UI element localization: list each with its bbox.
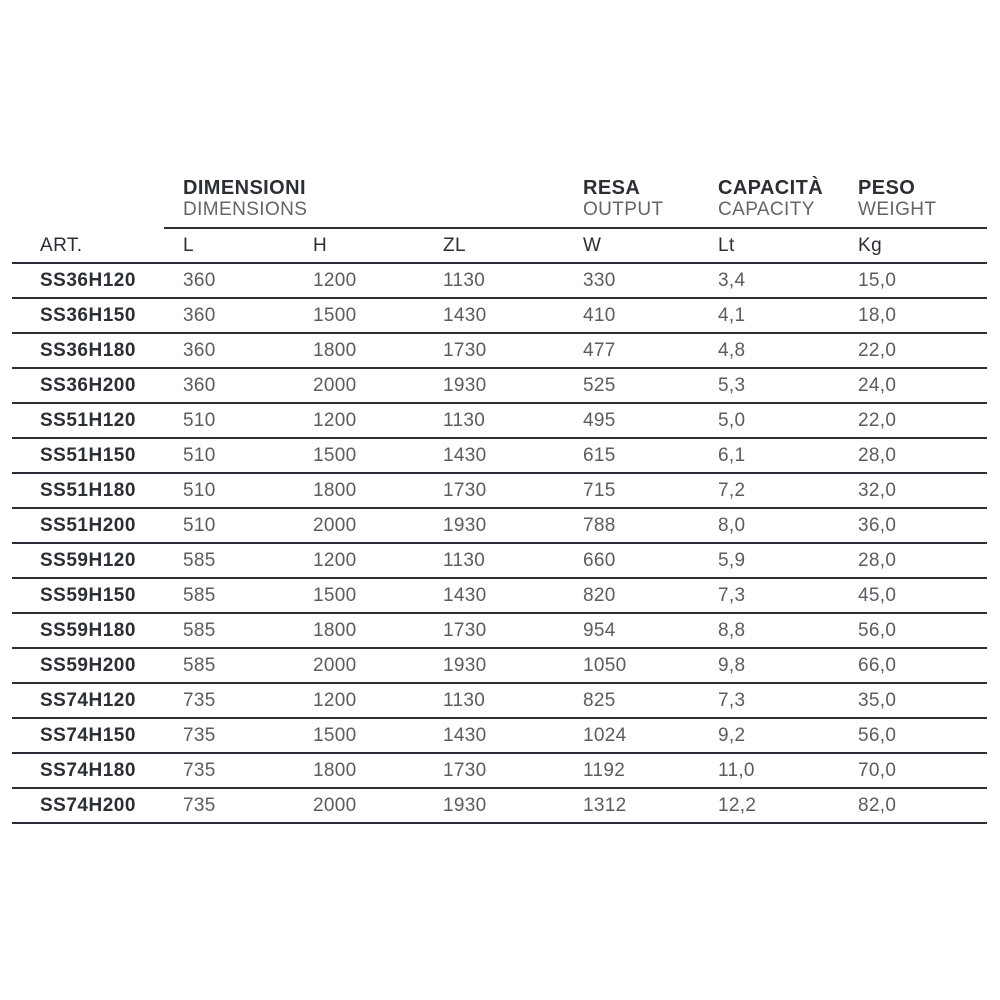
cell-value: 660 (583, 549, 616, 571)
cell-value: 70,0 (858, 759, 897, 781)
cell-value: 788 (583, 514, 616, 536)
cell-art: SS59H180 (40, 619, 136, 641)
cell-value: 477 (583, 339, 616, 361)
cell-art: SS59H150 (40, 584, 136, 606)
cell-value: 32,0 (858, 479, 897, 501)
cell-value: 330 (583, 269, 616, 291)
cell-value: 9,8 (718, 654, 746, 676)
cell-value: 22,0 (858, 409, 897, 431)
cell-value: 954 (583, 619, 616, 641)
cell-art: SS74H180 (40, 759, 136, 781)
cell-art: SS36H200 (40, 374, 136, 396)
cell-value: 7,3 (718, 584, 746, 606)
cell-value: 5,0 (718, 409, 746, 431)
cell-value: 1430 (443, 304, 487, 326)
cell-value: 1800 (313, 619, 357, 641)
column-header-lt: Lt (718, 234, 735, 256)
cell-value: 525 (583, 374, 616, 396)
cell-value: 820 (583, 584, 616, 606)
cell-value: 585 (183, 619, 216, 641)
table-row (12, 614, 987, 649)
cell-value: 1800 (313, 759, 357, 781)
cell-value: 615 (583, 444, 616, 466)
table-row (12, 544, 987, 579)
cell-art: SS36H180 (40, 339, 136, 361)
spec-table (12, 178, 987, 824)
cell-value: 1130 (443, 409, 486, 431)
group-resa-title: RESA (583, 177, 641, 199)
table-row (12, 474, 987, 509)
cell-art: SS51H200 (40, 514, 136, 536)
table-row (12, 369, 987, 404)
cell-value: 735 (183, 794, 216, 816)
cell-value: 510 (183, 409, 216, 431)
cell-value: 8,0 (718, 514, 746, 536)
cell-value: 1930 (443, 374, 487, 396)
cell-value: 66,0 (858, 654, 897, 676)
cell-value: 1930 (443, 794, 487, 816)
cell-value: 1500 (313, 444, 357, 466)
table-row (12, 404, 987, 439)
cell-art: SS74H150 (40, 724, 136, 746)
column-header-row (12, 229, 987, 264)
cell-value: 825 (583, 689, 616, 711)
table-body (12, 264, 987, 824)
cell-value: 15,0 (858, 269, 897, 291)
cell-value: 5,9 (718, 549, 746, 571)
cell-value: 585 (183, 549, 216, 571)
cell-art: SS36H120 (40, 269, 136, 291)
group-dimensioni-subtitle: DIMENSIONS (183, 198, 308, 220)
cell-value: 2000 (313, 654, 357, 676)
cell-value: 735 (183, 689, 216, 711)
table-row (12, 579, 987, 614)
cell-value: 1192 (583, 759, 626, 781)
table-row (12, 509, 987, 544)
table-row (12, 334, 987, 369)
cell-value: 4,1 (718, 304, 746, 326)
table-row (12, 684, 987, 719)
column-header-zl: ZL (443, 234, 466, 256)
cell-value: 1930 (443, 514, 487, 536)
column-header-l: L (183, 234, 194, 256)
group-dimensioni (183, 178, 583, 220)
group-dimensioni-title: DIMENSIONI (183, 177, 306, 199)
group-capacita-title: CAPACITÀ (718, 177, 824, 199)
cell-value: 8,8 (718, 619, 746, 641)
cell-value: 7,2 (718, 479, 746, 501)
cell-value: 1800 (313, 479, 357, 501)
cell-value: 510 (183, 444, 216, 466)
cell-value: 1130 (443, 269, 486, 291)
cell-value: 495 (583, 409, 616, 431)
table-row (12, 299, 987, 334)
cell-art: SS51H150 (40, 444, 136, 466)
cell-value: 18,0 (858, 304, 897, 326)
cell-value: 585 (183, 654, 216, 676)
cell-value: 360 (183, 304, 216, 326)
table-row (12, 754, 987, 789)
cell-value: 56,0 (858, 619, 897, 641)
cell-value: 510 (183, 514, 216, 536)
cell-value: 2000 (313, 514, 357, 536)
cell-value: 7,3 (718, 689, 746, 711)
cell-value: 1500 (313, 584, 357, 606)
cell-art: SS51H120 (40, 409, 136, 431)
cell-value: 1200 (313, 269, 357, 291)
table-row (12, 264, 987, 299)
cell-value: 1130 (443, 549, 486, 571)
cell-value: 45,0 (858, 584, 897, 606)
cell-value: 1730 (443, 619, 487, 641)
cell-value: 22,0 (858, 339, 897, 361)
cell-value: 3,4 (718, 269, 746, 291)
cell-value: 735 (183, 759, 216, 781)
cell-value: 4,8 (718, 339, 746, 361)
cell-value: 510 (183, 479, 216, 501)
cell-value: 1200 (313, 409, 357, 431)
cell-value: 1730 (443, 339, 487, 361)
cell-value: 360 (183, 339, 216, 361)
cell-value: 360 (183, 269, 216, 291)
cell-value: 1730 (443, 759, 487, 781)
cell-art: SS74H120 (40, 689, 136, 711)
table-row (12, 649, 987, 684)
table-row (12, 719, 987, 754)
group-capacita (718, 178, 858, 220)
cell-value: 36,0 (858, 514, 897, 536)
cell-value: 2000 (313, 794, 357, 816)
cell-value: 715 (583, 479, 616, 501)
cell-value: 360 (183, 374, 216, 396)
cell-value: 1200 (313, 549, 357, 571)
table-row (12, 439, 987, 474)
group-peso-title: PESO (858, 177, 916, 199)
column-header-w: W (583, 234, 602, 256)
table-row (12, 789, 987, 824)
cell-value: 1730 (443, 479, 487, 501)
cell-value: 1930 (443, 654, 487, 676)
cell-art: SS36H150 (40, 304, 136, 326)
cell-value: 82,0 (858, 794, 897, 816)
cell-value: 1500 (313, 724, 357, 746)
cell-value: 9,2 (718, 724, 746, 746)
group-capacita-subtitle: CAPACITY (718, 198, 815, 220)
cell-value: 585 (183, 584, 216, 606)
cell-value: 28,0 (858, 549, 897, 571)
cell-value: 1800 (313, 339, 357, 361)
cell-value: 1430 (443, 724, 487, 746)
cell-value: 6,1 (718, 444, 746, 466)
group-peso-subtitle: WEIGHT (858, 198, 937, 220)
cell-value: 11,0 (718, 759, 755, 781)
group-resa (583, 178, 718, 220)
column-header-art: ART. (40, 234, 83, 256)
cell-value: 1430 (443, 444, 487, 466)
cell-value: 5,3 (718, 374, 746, 396)
cell-value: 1430 (443, 584, 487, 606)
cell-value: 735 (183, 724, 216, 746)
cell-value: 1200 (313, 689, 357, 711)
cell-art: SS51H180 (40, 479, 136, 501)
cell-art: SS74H200 (40, 794, 136, 816)
column-header-kg: Kg (858, 234, 883, 256)
cell-value: 410 (583, 304, 616, 326)
cell-art: SS59H200 (40, 654, 136, 676)
cell-value: 28,0 (858, 444, 897, 466)
cell-art: SS59H120 (40, 549, 136, 571)
cell-value: 12,2 (718, 794, 757, 816)
cell-value: 2000 (313, 374, 357, 396)
cell-value: 1130 (443, 689, 486, 711)
column-header-h: H (313, 234, 328, 256)
cell-value: 35,0 (858, 689, 897, 711)
group-header-row (12, 178, 987, 227)
cell-value: 1312 (583, 794, 627, 816)
cell-value: 56,0 (858, 724, 897, 746)
cell-value: 1024 (583, 724, 627, 746)
group-resa-subtitle: OUTPUT (583, 198, 664, 220)
cell-value: 24,0 (858, 374, 897, 396)
cell-value: 1500 (313, 304, 357, 326)
cell-value: 1050 (583, 654, 627, 676)
group-peso (858, 178, 987, 220)
